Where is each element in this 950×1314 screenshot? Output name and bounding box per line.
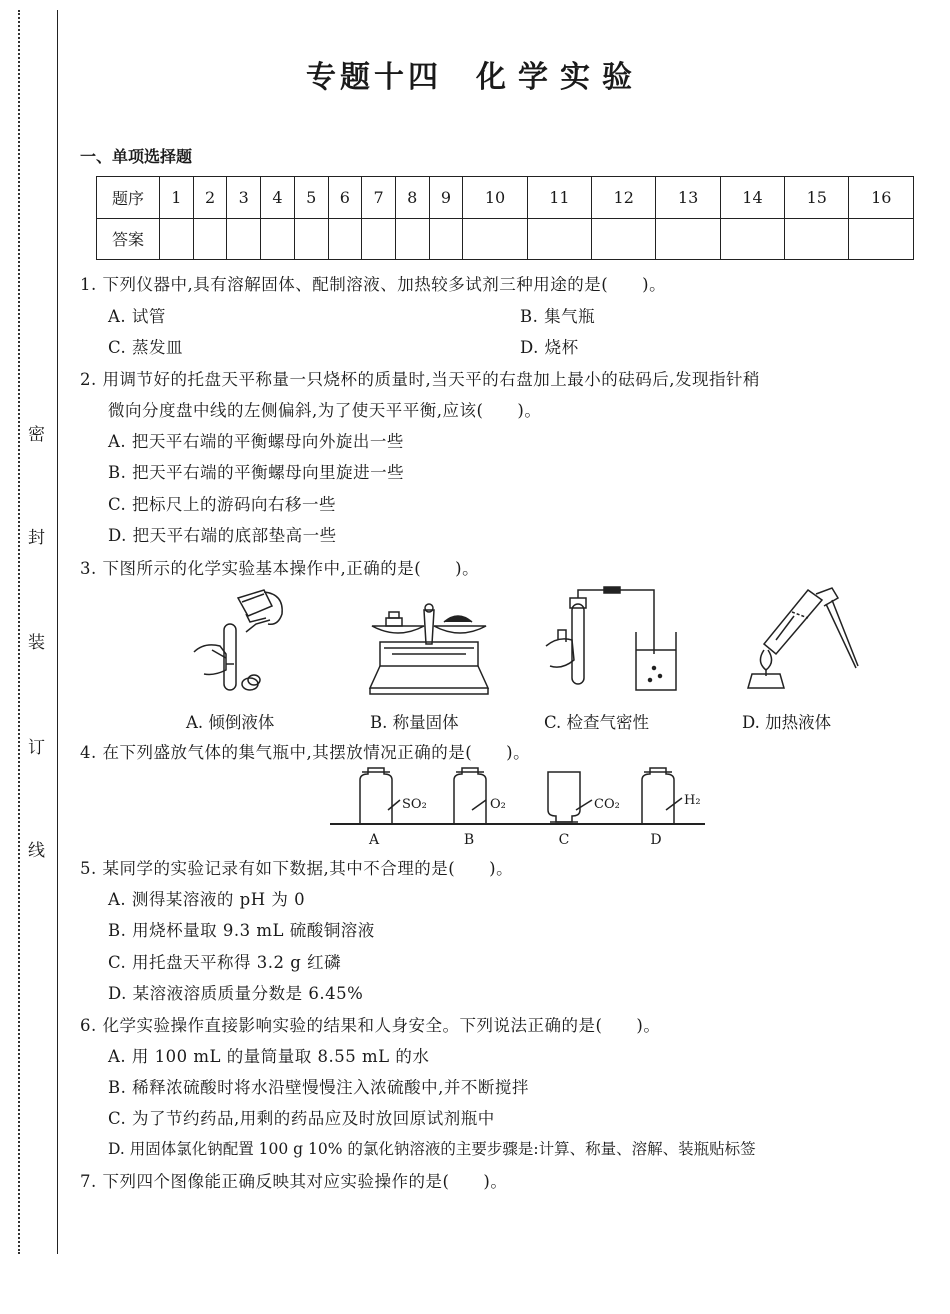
answer-cell[interactable] bbox=[429, 218, 463, 260]
q5-option-c: C. 用托盘天平称得 3.2 g 红磷 bbox=[108, 953, 342, 972]
q3-caption-d: D. 加热液体 bbox=[742, 713, 832, 732]
table-cell: 15 bbox=[785, 177, 849, 219]
table-header-cell: 答案 bbox=[97, 218, 160, 260]
q6-option-c: C. 为了节约药品,用剩的药品应及时放回原试剂瓶中 bbox=[108, 1109, 495, 1128]
gas-label-b: O₂ bbox=[490, 797, 506, 812]
table-cell: 8 bbox=[395, 177, 429, 219]
bottle-a bbox=[360, 768, 392, 824]
q2-option-c: C. 把标尺上的游码向右移一些 bbox=[108, 495, 337, 514]
question-6-stem: 6. 化学实验操作直接影响实验的结果和人身安全。下列说法正确的是( )。 bbox=[80, 1016, 661, 1035]
q2-option-d: D. 把天平右端的底部垫高一些 bbox=[108, 526, 337, 545]
answer-cell[interactable] bbox=[592, 218, 656, 260]
answer-cell[interactable] bbox=[261, 218, 295, 260]
q1-option-c: C. 蒸发皿 bbox=[108, 338, 184, 357]
table-cell: 4 bbox=[261, 177, 295, 219]
binding-char-zhuang: 装 bbox=[28, 633, 45, 653]
table-cell: 14 bbox=[720, 177, 784, 219]
binding-char-xian: 线 bbox=[28, 841, 45, 861]
table-cell: 12 bbox=[592, 177, 656, 219]
bottle-label-d: D bbox=[650, 832, 662, 848]
table-row-answers bbox=[97, 218, 914, 260]
bottle-label-a: A bbox=[368, 832, 380, 848]
answer-cell[interactable] bbox=[395, 218, 429, 260]
answer-cell[interactable] bbox=[656, 218, 720, 260]
table-cell: 5 bbox=[294, 177, 328, 219]
bottle-d bbox=[642, 768, 674, 824]
table-header-cell: 题序 bbox=[97, 177, 160, 219]
binding-char-feng: 封 bbox=[28, 528, 45, 548]
q6-option-a: A. 用 100 mL 的量筒量取 8.55 mL 的水 bbox=[108, 1047, 430, 1066]
title-main: 专题十四 bbox=[306, 60, 442, 95]
q6-option-d: D. 用固体氯化钠配置 100 g 10% 的氯化钠溶液的主要步骤是:计算、称量、溶解、装瓶贴标签 bbox=[108, 1140, 756, 1158]
table-cell: 10 bbox=[463, 177, 527, 219]
question-7-stem: 7. 下列四个图像能正确反映其对应实验操作的是( )。 bbox=[80, 1172, 508, 1191]
question-1-stem: 1. 下列仪器中,具有溶解固体、配制溶液、加热较多试剂三种用途的是( )。 bbox=[80, 275, 667, 294]
table-cell: 9 bbox=[429, 177, 463, 219]
table-cell: 3 bbox=[227, 177, 261, 219]
binding-solid-line bbox=[57, 10, 58, 1254]
bottle-label-b: B bbox=[463, 832, 475, 848]
gas-bottles-figure bbox=[330, 766, 710, 850]
answer-cell[interactable] bbox=[227, 218, 261, 260]
answer-cell[interactable] bbox=[362, 218, 396, 260]
q3-caption-a: A. 倾倒液体 bbox=[186, 713, 275, 732]
question-5-stem: 5. 某同学的实验记录有如下数据,其中不合理的是( )。 bbox=[80, 859, 514, 878]
table-cell: 11 bbox=[527, 177, 591, 219]
question-2-stem-line1: 2. 用调节好的托盘天平称量一只烧杯的质量时,当天平的右盘加上最小的砝码后,发现指针稍 bbox=[80, 370, 760, 389]
bottle-b bbox=[454, 768, 486, 824]
table-cell: 6 bbox=[328, 177, 362, 219]
question-2-stem-line2: 微向分度盘中线的左侧偏斜,为了使天平平衡,应该( )。 bbox=[108, 401, 542, 420]
q5-option-d: D. 某溶液溶质质量分数是 6.45% bbox=[108, 984, 364, 1003]
weigh-solid-figure bbox=[366, 584, 492, 700]
table-cell: 13 bbox=[656, 177, 720, 219]
table-cell: 16 bbox=[849, 177, 914, 219]
section-heading: 一、单项选择题 bbox=[80, 147, 193, 166]
answer-cell[interactable] bbox=[527, 218, 591, 260]
binding-char-ding: 订 bbox=[28, 738, 45, 758]
table-row-numbers bbox=[97, 177, 914, 219]
answer-cell[interactable] bbox=[849, 218, 914, 260]
q2-option-a: A. 把天平右端的平衡螺母向外旋出一些 bbox=[108, 432, 404, 451]
answer-cell[interactable] bbox=[294, 218, 328, 260]
q5-option-b: B. 用烧杯量取 9.3 mL 硫酸铜溶液 bbox=[108, 921, 375, 940]
q2-option-b: B. 把天平右端的平衡螺母向里旋进一些 bbox=[108, 463, 405, 482]
answer-cell[interactable] bbox=[463, 218, 527, 260]
bottle-c-inverted bbox=[548, 772, 580, 822]
answer-cell[interactable] bbox=[160, 218, 194, 260]
gas-label-c: CO₂ bbox=[594, 797, 620, 812]
answer-cell[interactable] bbox=[193, 218, 227, 260]
question-3-stem: 3. 下图所示的化学实验基本操作中,正确的是( )。 bbox=[80, 559, 480, 578]
table-cell: 1 bbox=[160, 177, 194, 219]
answer-cell[interactable] bbox=[328, 218, 362, 260]
gas-label-d: H₂ bbox=[684, 793, 701, 808]
q6-option-b: B. 稀释浓硫酸时将水沿壁慢慢注入浓硫酸中,并不断搅拌 bbox=[108, 1078, 529, 1097]
table-cell: 7 bbox=[362, 177, 396, 219]
table-cell: 2 bbox=[193, 177, 227, 219]
answer-table bbox=[96, 176, 914, 260]
page-title bbox=[0, 52, 950, 96]
answer-cell[interactable] bbox=[720, 218, 784, 260]
airtight-check-figure bbox=[544, 584, 684, 700]
q5-option-a: A. 测得某溶液的 pH 为 0 bbox=[108, 890, 306, 909]
q1-option-d: D. 烧杯 bbox=[520, 338, 579, 357]
q1-option-a: A. 试管 bbox=[108, 307, 166, 326]
heat-liquid-figure bbox=[736, 584, 862, 700]
q3-caption-b: B. 称量固体 bbox=[370, 713, 459, 732]
binding-char-mi: 密 bbox=[28, 425, 45, 445]
answer-cell[interactable] bbox=[785, 218, 849, 260]
q3-caption-c: C. 检查气密性 bbox=[544, 713, 650, 732]
q1-option-b: B. 集气瓶 bbox=[520, 307, 596, 326]
binding-dotted-line bbox=[18, 10, 20, 1254]
pour-liquid-figure bbox=[186, 584, 296, 700]
question-4-stem: 4. 在下列盛放气体的集气瓶中,其摆放情况正确的是( )。 bbox=[80, 743, 531, 762]
bottle-label-c: C bbox=[558, 832, 570, 848]
gas-label-a: SO₂ bbox=[402, 797, 427, 812]
title-sub: 化学实验 bbox=[476, 60, 644, 95]
